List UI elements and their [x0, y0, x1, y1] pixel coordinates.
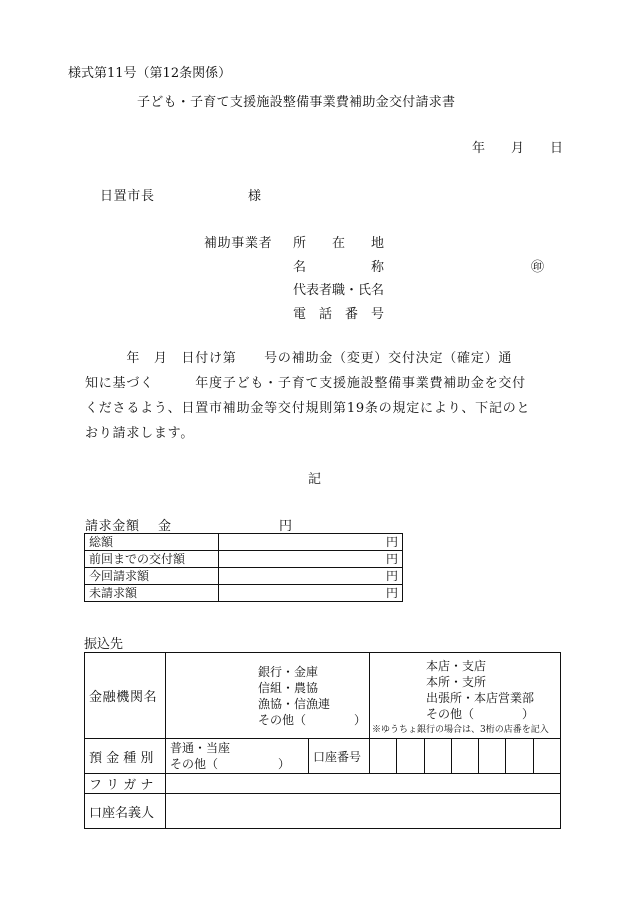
table-row	[85, 551, 403, 568]
institution-label: 金融機関名	[85, 653, 166, 739]
body-line: 年 月 日付け第 号の補助金（変更）交付決定（確定）通	[85, 351, 513, 366]
table-row	[85, 534, 403, 551]
table-row	[85, 794, 561, 829]
post-bank-note: ※ゆうちょ銀行の場合は、3桁の店番を記入	[372, 725, 549, 735]
branch-type-cell[interactable]	[370, 653, 561, 739]
bank-type-cell[interactable]	[166, 653, 370, 739]
deposit-type-option: その他（ ）	[170, 757, 291, 771]
deposit-type-cell[interactable]	[166, 739, 309, 774]
deposit-type-label: 預 金 種 別	[85, 739, 166, 774]
branch-type-option: 出張所・本店営業部	[426, 691, 535, 705]
ki-heading: 記	[308, 472, 322, 487]
applicant-phone-field: 電 話 番 号	[293, 307, 385, 322]
deposit-type-option: 普通・当座	[170, 741, 231, 755]
furigana-field[interactable]	[166, 774, 561, 794]
amount-row-value[interactable]: 円	[219, 568, 403, 585]
furigana-label: フ リ ガ ナ	[85, 774, 166, 794]
amount-table	[84, 533, 403, 602]
amount-row-label: 未請求額	[85, 585, 219, 602]
branch-type-option: その他（ ）	[426, 707, 535, 721]
account-number-label: 口座番号	[309, 739, 370, 774]
bank-table	[84, 652, 561, 829]
addressee: 日置市長	[100, 189, 155, 204]
amount-row-value[interactable]: 円	[219, 585, 403, 602]
table-row	[85, 653, 561, 739]
bank-type-option: 信組・農協	[258, 680, 319, 695]
digit-box[interactable]	[451, 739, 478, 773]
applicant-representative-field: 代表者職・氏名	[293, 283, 385, 298]
amount-row-value[interactable]: 円	[219, 534, 403, 551]
table-row	[85, 739, 561, 774]
digit-box[interactable]	[533, 739, 560, 773]
table-row	[85, 585, 403, 602]
digit-box[interactable]	[424, 739, 451, 773]
request-amount-yen: 円	[279, 519, 293, 534]
digit-box[interactable]	[370, 739, 396, 773]
branch-type-option: 本所・支所	[426, 675, 487, 689]
transfer-label: 振込先	[84, 637, 124, 652]
applicant-address-field: 所 在 地	[293, 236, 385, 251]
addressee-suffix: 様	[248, 189, 262, 204]
bank-type-option: 漁協・信漁連	[258, 696, 331, 711]
digit-box[interactable]	[478, 739, 505, 773]
bank-type-option: その他（ ）	[258, 712, 367, 727]
account-holder-field[interactable]	[166, 794, 561, 829]
applicant-name-field: 名 称	[293, 260, 385, 275]
form-title: 子ども・子育て支援施設整備事業費補助金交付請求書	[137, 95, 456, 110]
account-holder-label: 口座名義人	[85, 794, 166, 829]
applicant-label: 補助事業者	[204, 236, 273, 251]
table-row	[85, 568, 403, 585]
bank-type-option: 銀行・金庫	[258, 664, 319, 679]
request-body-text	[85, 346, 565, 446]
amount-row-label: 前回までの交付額	[85, 551, 219, 568]
body-line: くださるよう、日置市補助金等交付規則第19条の規定により、下記のと	[85, 401, 531, 416]
request-amount-label: 請求金額 金	[85, 519, 172, 534]
amount-row-label: 今回請求額	[85, 568, 219, 585]
amount-row-value[interactable]: 円	[219, 551, 403, 568]
form-number: 様式第11号（第12条関係）	[68, 66, 232, 81]
digit-box[interactable]	[505, 739, 532, 773]
digit-box[interactable]	[396, 739, 423, 773]
body-line: おり請求します。	[85, 426, 195, 441]
amount-row-label: 総額	[85, 534, 219, 551]
account-number-boxes[interactable]	[370, 739, 561, 774]
seal-mark: ㊞	[531, 260, 545, 275]
date-line: 年 月 日	[472, 141, 570, 156]
body-line: 知に基づく 年度子ども・子育て支援施設整備事業費補助金を交付	[85, 376, 526, 391]
table-row	[85, 774, 561, 794]
branch-type-option: 本店・支店	[426, 659, 487, 673]
